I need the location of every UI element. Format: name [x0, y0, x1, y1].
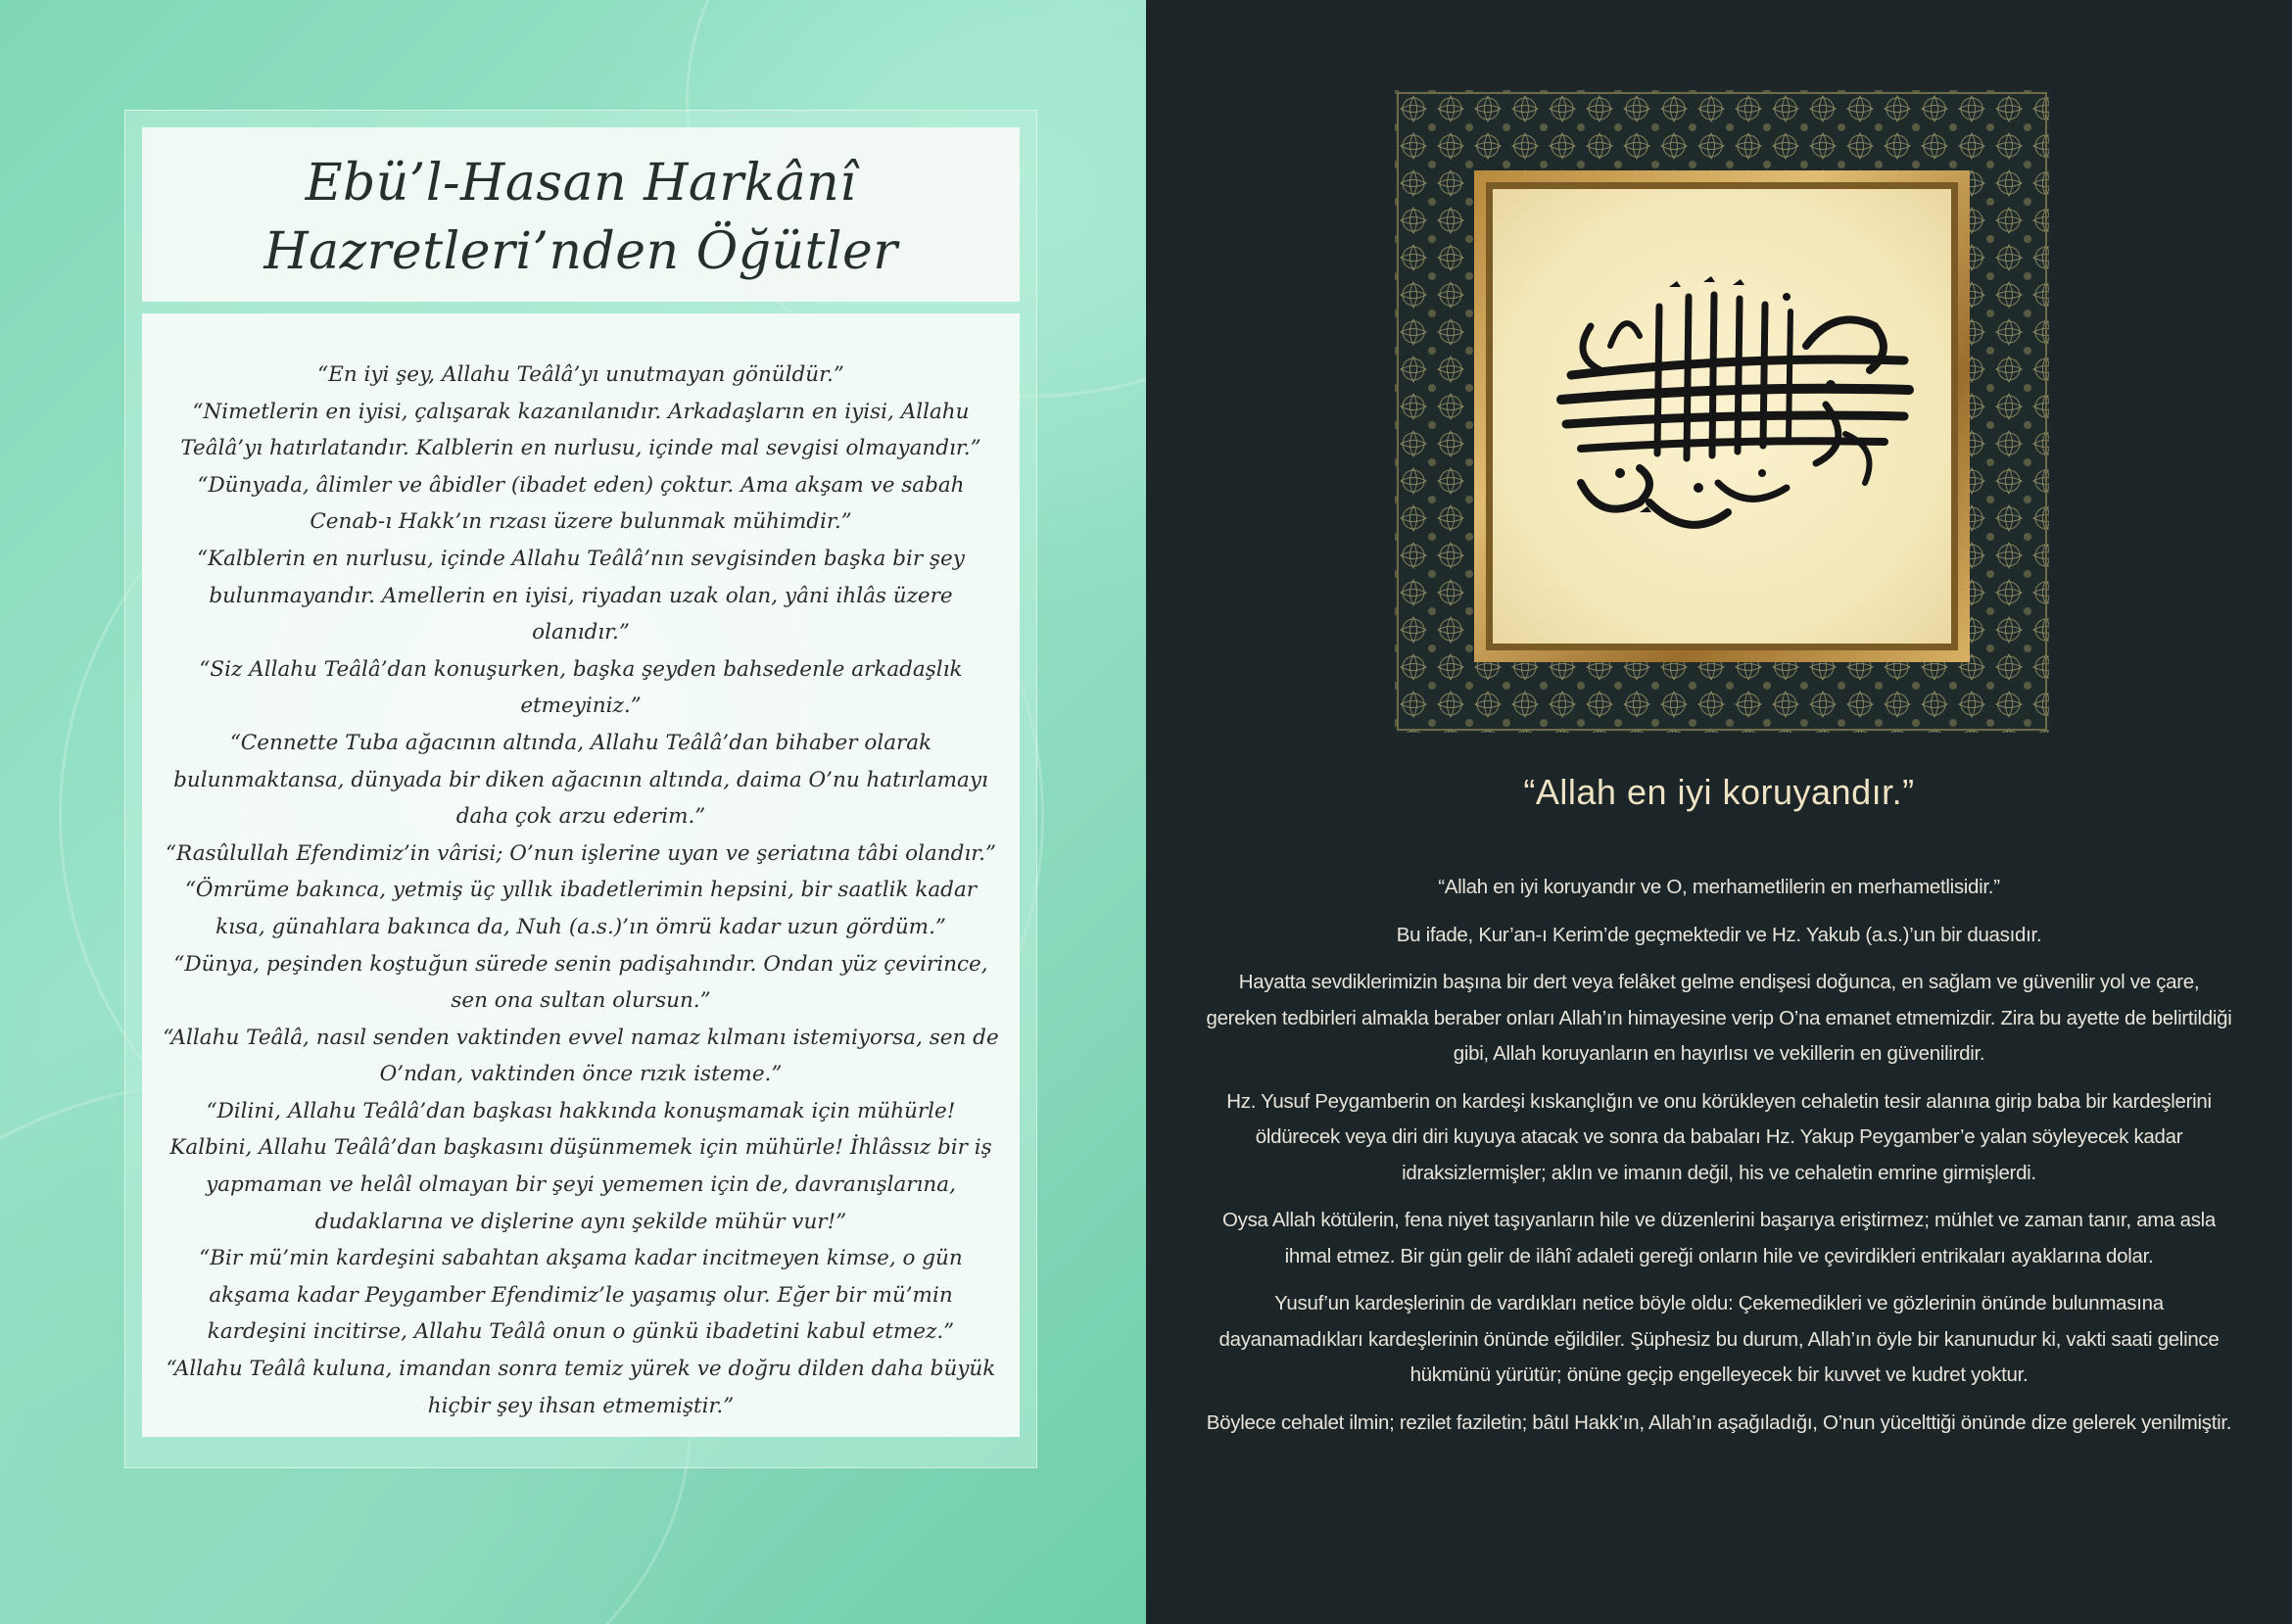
- quote: “Nimetlerin en iyisi, çalışarak kazanılanıdır. Arkadaşların en iyisi, Allahu Teâlâ’yı hatırlatandır. Kalblerin en nurlusu, içinde mal sevgisi olmayandır.”: [180, 399, 981, 461]
- paragraph: Yusuf’un kardeşlerinin de vardıkları netice böyle oldu: Çekemedikleri ve gözlerinin önünde bulunmasına dayanamadıkları kardeşlerinin önünde eğildiler. Şüphesiz bu durum, Allah’ın öyle bir kanunudur ki, vakti saati gelince hükmünü yürütür; önüne geçip engelleyecek bir kuvvet ve kudret yoktur.: [1218, 1292, 2220, 1386]
- right-page: [1146, 0, 2292, 1624]
- paragraph: Hayatta sevdiklerimizin başına bir dert veya felâket gelme endişesi doğunca, en sağlam ve güvenilir yol ve çare, gereken tedbirleri almakla beraber onları Allah’ın himayesine verip O’na emanet etmemizdir. Zira bu ayette de belirtildiği gibi, Allah koruyanların en hayırlısı ve vekillerin en güvenilirdir.: [1206, 971, 2232, 1065]
- paragraph: Hz. Yusuf Peygamberin on kardeşi kıskançlığın ve onu körükleyen cehaletin tesir alanına girip baba bir kardeşlerini öldürecek veya diri diri kuyuya atacak ve sonra da babaları Hz. Yakup Peygamber’e yalan söyleyecek kadar idraksizlermişler; aklın ve imanın değil, his ve cehaletin emrine girmişlerdi.: [1226, 1089, 2212, 1184]
- quote: “Dünyada, âlimler ve âbidler (ibadet eden) çoktur. Ama akşam ve sabah Cenab-ı Hakk’ın rızası üzere bulunmak mühimdir.”: [197, 472, 965, 535]
- quote: “Dilini, Allahu Teâlâ’dan başkası hakkında konuşmamak için mühürle! Kalbini, Allahu Teâlâ’dan başkasını düşünmemek için mühürle! İhlâssız bir iş yapmaman ve helâl olmayan bir şeyi yememen için de, davranışlarına, dudaklarına ve dişlerine aynı şekilde mühür vur!”: [169, 1098, 992, 1234]
- page-title-line-1: Ebü’l-Hasan Harkânî: [305, 154, 857, 213]
- quote: “Allahu Teâlâ kuluna, imandan sonra temiz yürek ve doğru dilden daha büyük hiçbir şey ihsan etmemiştir.”: [166, 1357, 996, 1418]
- quote: “Allahu Teâlâ, nasıl senden vaktinden evvel namaz kılmanı istemiyorsa, sen de O’ndan, vaktinden önce rızık isteme.”: [163, 1025, 999, 1087]
- paragraph: Oysa Allah kötülerin, fena niyet taşıyanların hile ve düzenlerini başarıya eriştirmez; mühlet ve zaman tanır, ama asla ihmal etmez. Bir gün gelir de ilâhî adaleti gereği onların hile ve çevirdikleri entrikaları ayaklarına dolar.: [1221, 1209, 2217, 1267]
- quote: “Kalblerin en nurlusu, içinde Allahu Teâlâ’nın sevgisinden başka bir şey bulunmayandır. Amellerin en iyisi, riyadan uzak olan, yâni ihlâs üzere olanıdır.”: [197, 546, 965, 645]
- quote: “Ömrüme bakınca, yetmiş üç yıllık ibadetlerimin hepsini, bir saatlik kadar kısa, günahlara bakınca da, Nuh (a.s.)’ın ömrü kadar uzun gördüm.”: [184, 878, 978, 939]
- article-body: [1203, 870, 2235, 1453]
- section-heading: “Allah en iyi koruyandır.”: [1523, 772, 1915, 812]
- calligraphy-artwork: [1493, 189, 1951, 644]
- quote: “Siz Allahu Teâlâ’dan konuşurken, başka şeyden bahsedenle arkadaşlık etmeyiniz.”: [199, 656, 963, 719]
- paragraph: Böylece cehalet ilmin; rezilet faziletin; bâtıl Hakk’ın, Allah’ın aşağıladığı, O’nun yücelttiği önünde dize gelerek yenilmiştir.: [1206, 1410, 2232, 1434]
- page-title-line-2: Hazretleri’nden Öğütler: [263, 222, 898, 281]
- calligraphy-panel: [1493, 189, 1951, 644]
- quote: “Rasûlullah Efendimiz’in vârisi; O’nun işlerine uyan ve şeriatına tâbi olandır.”: [166, 840, 996, 866]
- paragraph: “Allah en iyi koruyandır ve O, merhametlilerin en merhametlisidir.”: [1438, 876, 2000, 898]
- paragraph: Bu ifade, Kur’an-ı Kerim’de geçmektedir ve Hz. Yakub (a.s.)’un bir duasıdır.: [1396, 923, 2042, 946]
- quote: “Cennette Tuba ağacının altında, Allahu Teâlâ’dan bihaber olarak bulunmaktansa, dünyada bir diken ağacının altında, daima O’nu hatırlamayı daha çok arzu ederim.”: [173, 730, 988, 830]
- title-box: [142, 127, 1020, 302]
- quote: “Dünya, peşinden koştuğun sürede senin padişahındır. Ondan yüz çevirince, sen ona sultan olursun.”: [173, 951, 988, 1014]
- quotes-list: [163, 357, 999, 1424]
- quote: “En iyi şey, Allahu Teâlâ’yı unutmayan gönüldür.”: [317, 362, 844, 387]
- quote: “Bir mü’min kardeşini sabahtan akşama kadar incitmeyen kimse, o gün akşama kadar Peygamber Efendimiz’le yaşamış olur. Eğer bir mü’min kardeşini incitirse, Allahu Teâlâ onun o günkü ibadetini kabul etmez.”: [199, 1246, 963, 1345]
